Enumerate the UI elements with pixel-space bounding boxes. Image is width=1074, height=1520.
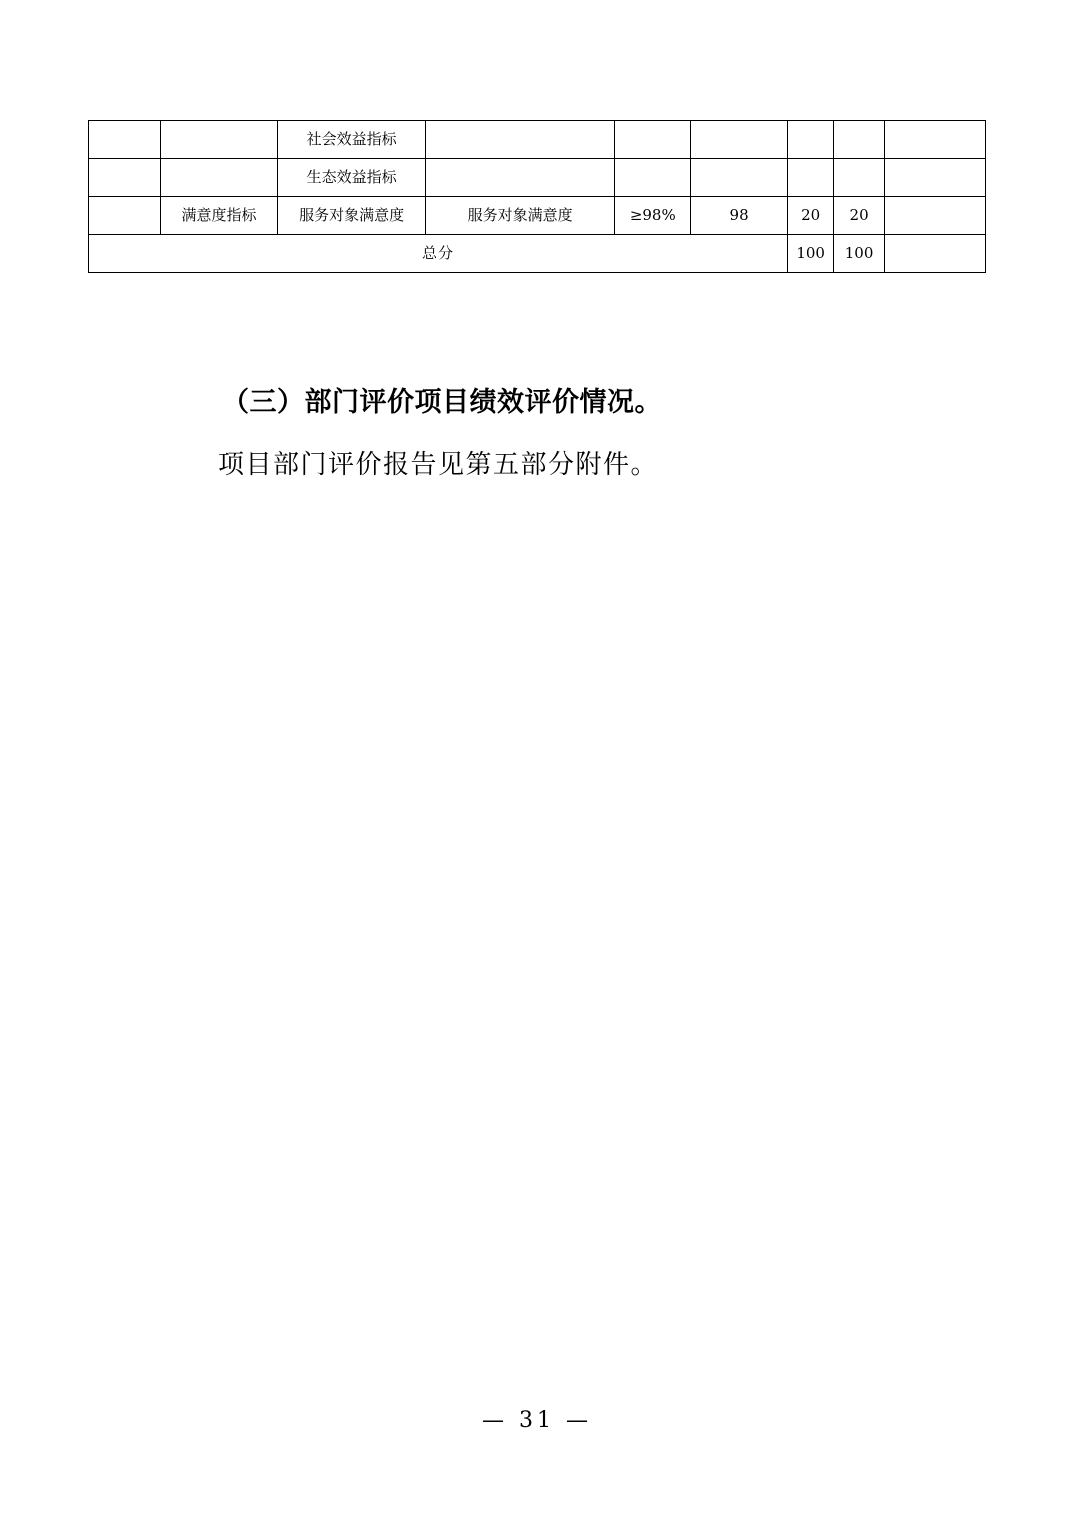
total-score-cell: 100 — [788, 235, 834, 273]
table-cell: 服务对象满意度 — [278, 197, 425, 235]
table-cell — [884, 197, 985, 235]
table-cell — [834, 159, 885, 197]
table-cell: 20 — [788, 197, 834, 235]
performance-indicator-table — [88, 120, 986, 273]
table-cell: 生态效益指标 — [278, 159, 425, 197]
table-row — [89, 121, 986, 159]
table-cell: 社会效益指标 — [278, 121, 425, 159]
table-cell — [615, 159, 691, 197]
table-cell — [884, 159, 985, 197]
table-cell — [425, 121, 615, 159]
table-cell — [834, 121, 885, 159]
table-cell — [615, 121, 691, 159]
table-cell: 98 — [691, 197, 788, 235]
table-cell: 满意度指标 — [160, 197, 278, 235]
page-number: — 31 — — [482, 1408, 592, 1433]
table-row — [89, 197, 986, 235]
table-cell — [884, 121, 985, 159]
table-cell: 20 — [834, 197, 885, 235]
table-cell: 服务对象满意度 — [425, 197, 615, 235]
table-row-total — [89, 235, 986, 273]
table-cell — [788, 121, 834, 159]
table-cell: ≥98% — [615, 197, 691, 235]
table-cell — [425, 159, 615, 197]
table-cell — [89, 121, 161, 159]
section-heading: （三）部门评价项目绩效评价情况。 — [222, 387, 662, 418]
table-cell — [788, 159, 834, 197]
table-cell — [89, 159, 161, 197]
table-cell — [884, 235, 985, 273]
performance-table-container — [88, 120, 986, 273]
section-paragraph: 项目部门评价报告见第五部分附件。 — [218, 450, 659, 480]
table-cell — [160, 159, 278, 197]
table-cell — [160, 121, 278, 159]
total-label-cell: 总分 — [89, 235, 788, 273]
total-score-cell: 100 — [834, 235, 885, 273]
table-cell — [691, 121, 788, 159]
table-cell — [691, 159, 788, 197]
table-cell — [89, 197, 161, 235]
table-row — [89, 159, 986, 197]
